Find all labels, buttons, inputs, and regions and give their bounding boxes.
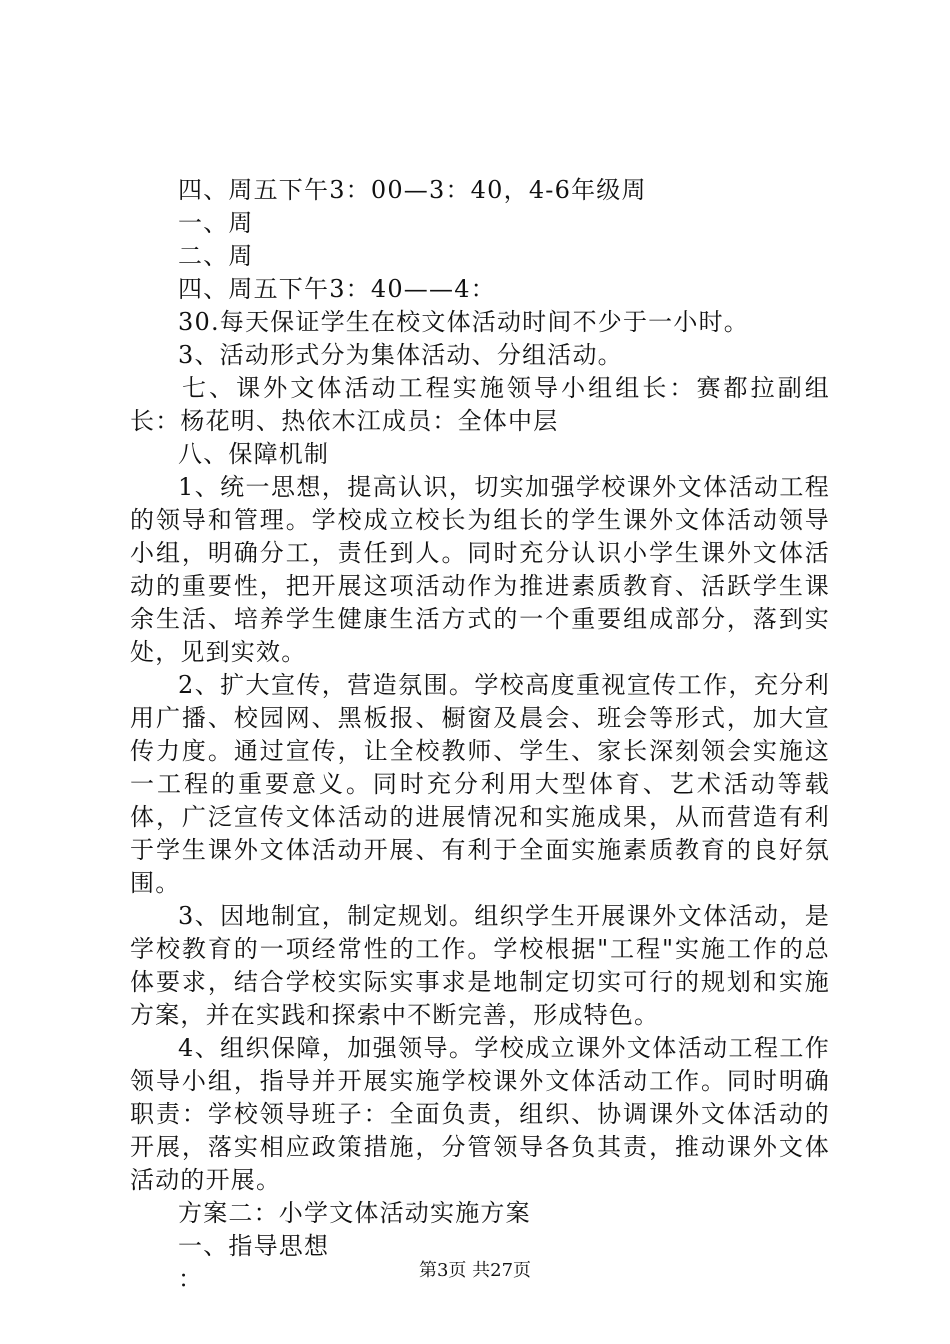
text-line: 一、周 [178,209,254,237]
body-paragraph: 1、统一思想，提高认识，切实加强学校课外文体活动工程的领导和管理。学校成立校长为组长的学生课外文体活动领导小组，明确分工，责任到人。同时充分认识小学生课外文体活动的重要性，把开展这项活动作为推进素质教育、活跃学生课余生活、培养学生健康生活方式的一个重要组成部分，落到实处，见到实效。 [130,473,830,666]
page-footer: 第3页 共27页 [418,1260,532,1281]
text-line: ： [178,1265,204,1293]
text-line: 四、周五下午3：00—3：40，4-6年级周 [178,176,647,204]
section-heading: 八、保障机制 [178,440,330,468]
plan-title: 方案二：小学文体活动实施方案 [178,1199,531,1227]
text-line: 四、周五下午3：40——4： [178,275,496,303]
leadership-group-paragraph: 七、课外文体活动工程实施领导小组组长：赛都拉副组长：杨花明、热依木江成员：全体中层 [130,374,830,435]
text-line: 3、活动形式分为集体活动、分组活动。 [178,341,623,369]
text-line: 30.每天保证学生在校文体活动时间不少于一小时。 [178,308,749,336]
section-heading: 一、指导思想 [178,1232,330,1260]
text-line: 二、周 [178,242,254,270]
body-paragraph: 4、组织保障，加强领导。学校成立课外文体活动工程工作领导小组，指导并开展实施学校课外文体活动工作。同时明确职责：学校领导班子：全面负责，组织、协调课外文体活动的开展，落实相应政策措施，分管领导各负其责，推动课外文体活动的开展。 [130,1034,830,1194]
body-paragraph: 3、因地制宜，制定规划。组织学生开展课外文体活动，是学校教育的一项经常性的工作。学校根据"工程"实施工作的总体要求，结合学校实际实事求是地制定切实可行的规划和实施方案，并在实践和探索中不断完善，形成特色。 [130,902,830,1029]
document-body [130,174,830,1296]
body-paragraph: 2、扩大宣传，营造氛围。学校高度重视宣传工作，充分利用广播、校园网、黑板报、橱窗及晨会、班会等形式，加大宣传力度。通过宣传，让全校教师、学生、家长深刻领会实施这一工程的重要意义。同时充分利用大型体育、艺术活动等载体，广泛宣传文体活动的进展情况和实施成果，从而营造有利于学生课外文体活动开展、有利于全面实施素质教育的良好氛围。 [130,671,830,897]
